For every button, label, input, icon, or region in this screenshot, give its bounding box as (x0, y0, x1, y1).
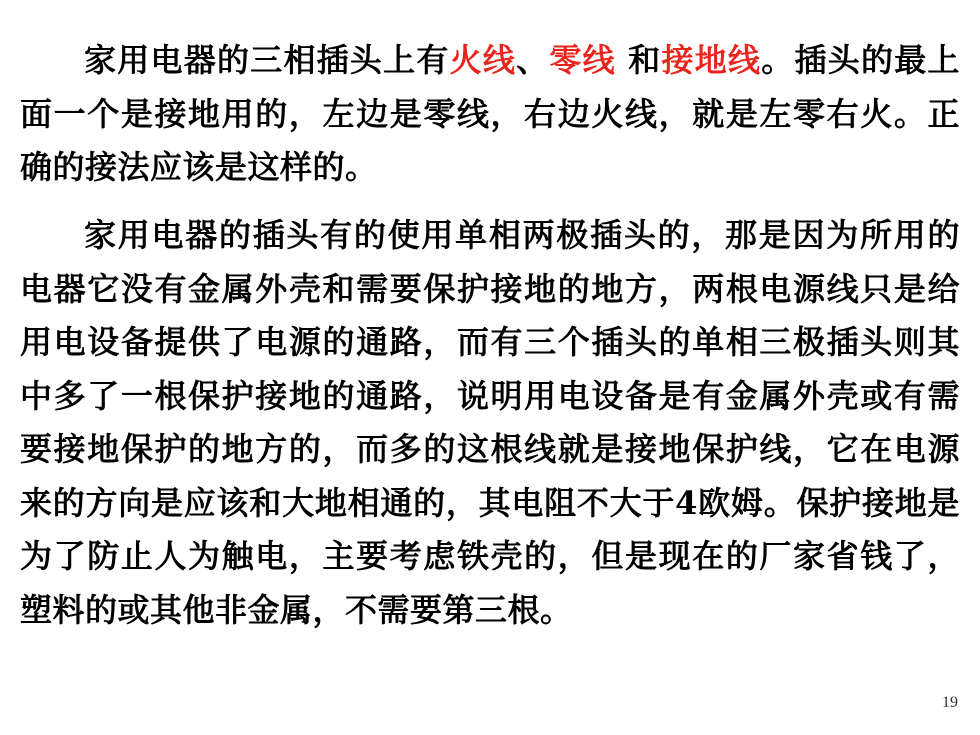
paragraph-grounding-explanation: 家用电器的插头有的使用单相两极插头的，那是因为所用的电器它没有金属外壳和需要保护接地的地方，两根电源线只是给用电设备提供了电源的通路，而有三个插头的单相三极插头则其中多了一根保护接地的通路，说明用电设备是有金属外壳或有需要接地保护的地方的，而多的这根线就是接地保护线，它在电源来的方向是应该和大地相通的，其电阻不大于4欧姆。保护接地是为了防止人为触电，主要考虑铁壳的，但是现在的厂家省钱了，塑料的或其他非金属，不需要第三根。 (20, 216, 960, 629)
paragraph-plug-wiring (20, 34, 960, 195)
text-segment: 和 (615, 41, 662, 79)
text-segment: 家用电器的三相插头上有 (84, 41, 450, 79)
text-segment: 。插头的最上面一个是接地用的，左边是零线，右边火线，就是左零右火。正确的接法应该是这样的。 (20, 41, 960, 186)
highlight-ground-wire: 接地线 (661, 41, 762, 79)
page-number: 19 (942, 694, 958, 711)
highlight-neutral-wire: 零线 (549, 41, 616, 79)
highlight-live-wire: 火线 (449, 41, 517, 79)
text-segment: 、 (516, 41, 550, 79)
